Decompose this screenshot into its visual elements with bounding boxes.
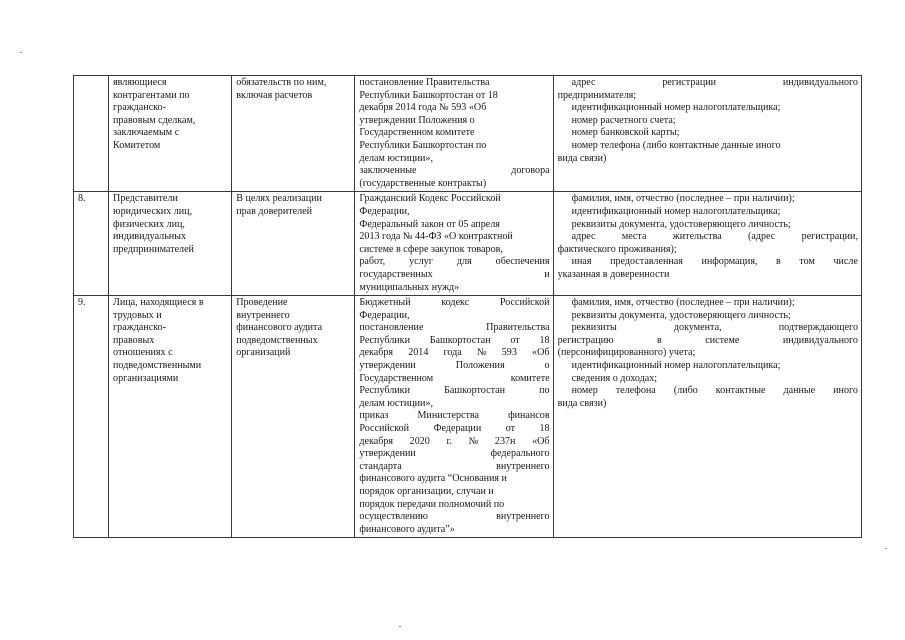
cell-line: реквизиты документа, подтверждающего — [571, 322, 858, 334]
cell-line: являющиеся — [113, 77, 167, 88]
cell-line: правовым сделкам, — [113, 114, 196, 126]
cell-line: юридических лиц, — [113, 205, 193, 217]
cell-line: Федерации, — [359, 205, 410, 217]
cell-line: утверждении федерального — [359, 448, 550, 460]
cell-line: декабря 2014 года № 593 «Об — [359, 347, 550, 359]
cell-line: постановление Правительства — [359, 322, 550, 334]
cell-line: Республики Башкортостан по — [359, 139, 487, 151]
cell-line: Проведение — [236, 297, 288, 309]
cell-line: приказ Министерства финансов — [359, 410, 550, 422]
cell-line: Комитетом — [113, 139, 161, 151]
table-body — [74, 76, 862, 538]
row-number-cell — [74, 296, 109, 538]
cell-line: идентификационный номер налогоплательщика; — [571, 205, 781, 217]
cell-line: Республики Башкортостан от 18 — [359, 89, 498, 101]
subjects-cell — [109, 192, 232, 296]
cell-line: гражданско- — [113, 102, 166, 114]
cell-line: порядок передачи полномочий по — [359, 498, 505, 510]
legal-basis-cell — [355, 76, 553, 192]
legal-basis-cell — [355, 296, 553, 538]
row-number: 8. — [78, 193, 86, 205]
cell-line: иная предоставленная информация, в том числе — [571, 256, 858, 268]
cell-line: адрес места жительства (адрес регистрации, — [571, 231, 858, 243]
cell-line: адрес регистрации индивидуального — [571, 77, 858, 88]
cell-line: финансового аудита”» — [359, 523, 455, 535]
cell-line: предпринимателей — [113, 243, 194, 255]
scan-speck — [399, 626, 401, 627]
cell-line: Бюджетный кодекс Российской — [359, 297, 550, 309]
cell-line: стандарта внутреннего — [359, 460, 550, 472]
cell-line: организаций — [236, 347, 291, 359]
cell-line: реквизиты документа, удостоверяющего личность; — [571, 218, 791, 230]
cell-line: предпринимателя; — [557, 89, 637, 101]
cell-line: фактического проживания); — [557, 243, 677, 255]
cell-line: включая расчетов — [236, 89, 313, 101]
cell-line: Государственном комитете — [359, 372, 550, 384]
cell-line: подведомственных — [236, 334, 318, 346]
cell-line: прав доверителей — [236, 205, 313, 217]
cell-line: декабря 2020 г. № 237н «Об — [359, 435, 550, 447]
cell-line: финансового аудита “Основания и — [359, 473, 507, 485]
cell-line: постановление Правительства — [359, 77, 490, 88]
cell-line: Российской Федерации от 18 — [359, 423, 550, 435]
cell-line: вида связи) — [557, 397, 607, 409]
cell-line: Государственном комитете — [359, 127, 475, 139]
row-number-cell — [74, 192, 109, 296]
cell-line: Гражданский Кодекс Российской — [359, 193, 501, 205]
cell-line: работ, услуг для обеспечения — [359, 256, 550, 268]
cell-line: осуществлению внутреннего — [359, 511, 550, 523]
cell-line: утверждении Положения о — [359, 360, 550, 372]
cell-line: делам юстиции», — [359, 152, 433, 164]
cell-line: декабря 2014 года № 593 «Об — [359, 102, 487, 114]
cell-line: физических лиц, — [113, 218, 185, 230]
cell-line: номер банковской карты; — [571, 127, 680, 139]
cell-line: Республики Башкортостан от 18 — [359, 334, 550, 346]
cell-line: контрагентами по — [113, 89, 190, 101]
cell-line: индивидуальных — [113, 231, 187, 243]
subjects-cell — [109, 296, 232, 538]
subjects-cell — [109, 76, 232, 192]
cell-line: заключенные договора — [359, 165, 550, 177]
cell-line: заключаемым с — [113, 127, 180, 139]
cell-line: внутреннего — [236, 309, 290, 321]
cell-line: отношениях с — [113, 347, 173, 359]
cell-line: Лица, находящиеся в — [113, 297, 204, 309]
cell-line: 2013 года № 44-ФЗ «О контрактной — [359, 231, 513, 243]
purpose-cell — [232, 76, 355, 192]
purpose-cell — [232, 296, 355, 538]
cell-line: номер расчетного счета; — [571, 114, 676, 126]
cell-line: Федеральный закон от 05 апреля — [359, 218, 500, 230]
cell-line: реквизиты документа, удостоверяющего личность; — [571, 309, 791, 321]
cell-line: обязательств по ним, — [236, 77, 327, 88]
cell-line: В целях реализации — [236, 193, 322, 205]
cell-line: делам юстиции», — [359, 397, 433, 409]
table-row — [74, 76, 862, 192]
table-row — [74, 296, 862, 538]
row-number-cell — [74, 76, 109, 192]
purpose-cell — [232, 192, 355, 296]
legal-basis-cell — [355, 192, 553, 296]
personal-data-cell — [553, 192, 861, 296]
cell-line: регистрацию в системе индивидуального — [557, 334, 858, 346]
cell-line: вида связи) — [557, 152, 607, 164]
cell-line: (персонифицированного) учета; — [557, 347, 696, 359]
personal-data-cell — [553, 76, 861, 192]
cell-line: муниципальных нужд» — [359, 281, 460, 293]
cell-line: идентификационный номер налогоплательщика; — [571, 360, 781, 372]
cell-line: правовых — [113, 334, 155, 346]
cell-line: порядок организации, случаи и — [359, 486, 494, 497]
cell-line: финансового аудита — [236, 322, 323, 334]
cell-line: фамилия, имя, отчество (последнее – при наличии); — [571, 297, 795, 309]
cell-line: Федерации, — [359, 309, 410, 321]
cell-line: утверждении Положения о — [359, 114, 475, 126]
scan-speck — [885, 548, 887, 549]
cell-line: подведомственными — [113, 360, 202, 372]
cell-line: идентификационный номер налогоплательщика; — [571, 102, 781, 114]
cell-line: сведения о доходах; — [571, 372, 658, 384]
row-number: 9. — [78, 297, 86, 309]
table-row — [74, 192, 862, 296]
cell-line: организациями — [113, 372, 179, 384]
cell-line: номер телефона (либо контактные данные иного — [571, 139, 781, 151]
cell-line: Республики Башкортостан по — [359, 385, 550, 397]
cell-line: трудовых и — [113, 309, 162, 321]
cell-line: фамилия, имя, отчество (последнее – при наличии); — [571, 193, 795, 205]
cell-line: государственных и — [359, 268, 550, 280]
personal-data-table — [73, 75, 862, 538]
cell-line: указанная в доверенности — [557, 268, 670, 280]
scan-speck — [20, 52, 22, 53]
cell-line: гражданско- — [113, 322, 166, 334]
cell-line: системе в сфере закупок товаров, — [359, 243, 503, 255]
cell-line: (государственные контракты) — [359, 177, 487, 189]
cell-line: номер телефона (либо контактные данные иного — [571, 385, 858, 397]
personal-data-cell — [553, 296, 861, 538]
cell-line: Представители — [113, 193, 178, 205]
